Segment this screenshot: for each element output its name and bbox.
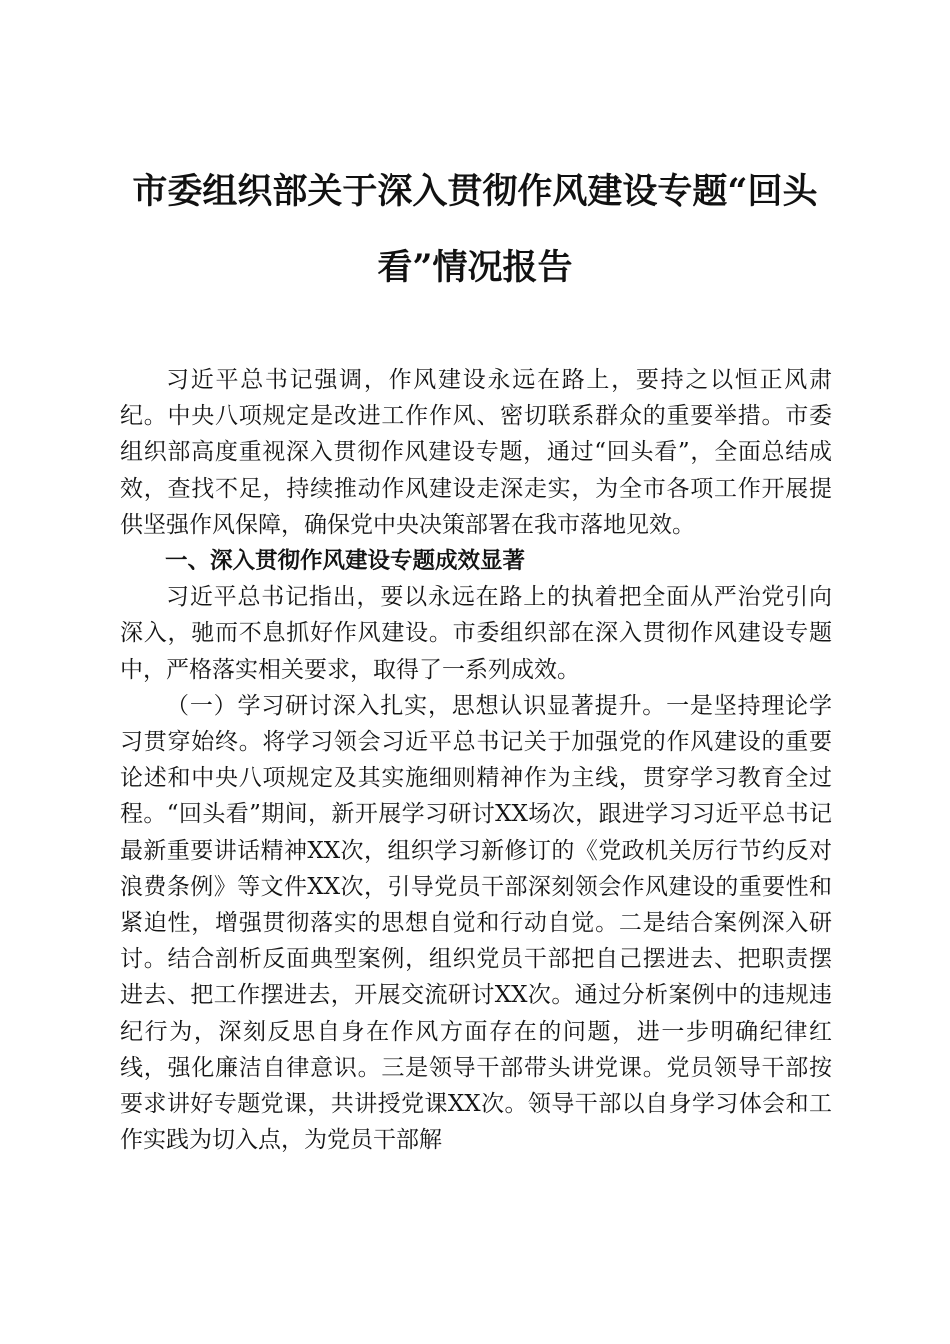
paragraph-section-1-intro: 习近平总书记指出，要以永远在路上的执着把全面从严治党引向深入，驰而不息抓好作风建设。市委组织部在深入贯彻作风建设专题中，严格落实相关要求，取得了一系列成效。 xyxy=(120,584,832,683)
document-title-line-2: 看”情况报告 xyxy=(377,247,573,288)
document-title-line-1: 市委组织部关于深入贯彻作风建设专题“回头 xyxy=(132,171,818,212)
paragraph-subsection-1: （一）学习研讨深入扎实，思想认识显著提升。一是坚持理论学习贯穿始终。将学习领会习近平总书记关于加强党的作风建设的重要论述和中央八项规定及其实施细则精神作为主线，贯穿学习教育全过程。“回头看”期间，新开展学习研讨XX场次，跟进学习习近平总书记最新重要讲话精神XX次，组织学习新修订的《党政机关厉行节约反对浪费条例》等文件XX次，引导党员干部深刻领会作风建设的重要性和紧迫性，增强贯彻落实的思想自觉和行动自觉。二是结合案例深入研讨。结合剖析反面典型案例，组织党员干部把自己摆进去、把职责摆进去、把工作摆进去，开展交流研讨XX次。通过分析案例中的违规违纪行为，深刻反思自身在作风方面存在的问题，进一步明确纪律红线，强化廉洁自律意识。三是领导干部带头讲党课。党员领导干部按要求讲好专题党课，共讲授党课XX次。领导干部以自身学习体会和工作实践为切入点，为党员干部解 xyxy=(120,692,832,1154)
document-body xyxy=(120,362,832,1158)
paragraph-intro: 习近平总书记强调，作风建设永远在路上，要持之以恒正风肃纪。中央八项规定是改进工作作风、密切联系群众的重要举措。市委组织部高度重视深入贯彻作风建设专题，通过“回头看”，全面总结成效，查找不足，持续推动作风建设走深走实，为全市各项工作开展提供坚强作风保障，确保党中央决策部署在我市落地见效。 xyxy=(120,367,832,538)
section-heading-1: 一、深入贯彻作风建设专题成效显著 xyxy=(165,548,526,575)
